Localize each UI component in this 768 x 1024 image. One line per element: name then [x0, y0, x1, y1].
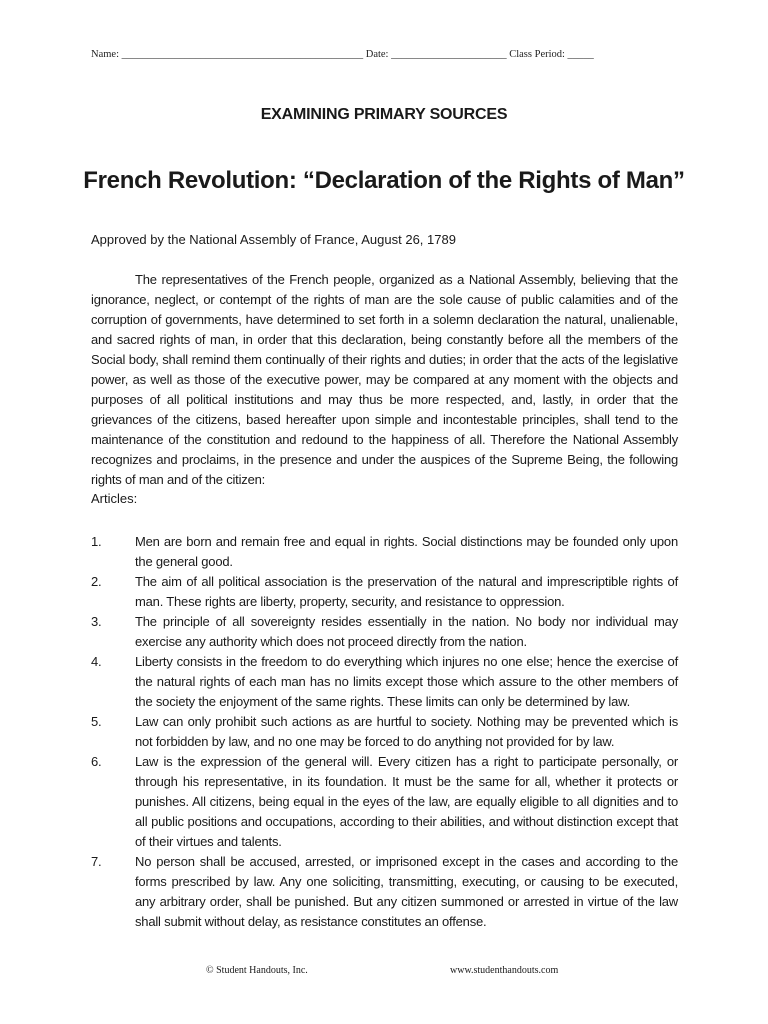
student-info-header: Name: ______________________________________________ Date: ______________________ Class Period: _____ [91, 49, 594, 60]
article-number: 2. [91, 574, 102, 589]
article-text: Men are born and remain free and equal in rights. Social distinctions may be founded only upon the general good. [135, 534, 678, 569]
articles-heading: Articles: [91, 491, 138, 506]
article-number: 6. [91, 754, 102, 769]
approval-subtitle: Approved by the National Assembly of France, August 26, 1789 [91, 232, 456, 247]
article-text: No person shall be accused, arrested, or imprisoned except in the cases and according to the forms prescribed by law. Any one soliciting, transmitting, executing, or causing to be executed, any arbitrary order, shall be punished. But any citizen summoned or arrested in virtue of the law shall submit without delay, as resistance constitutes an offense. [135, 854, 678, 929]
article-item [91, 712, 678, 752]
article-item [91, 752, 678, 852]
articles-list [91, 532, 678, 932]
article-text: Liberty consists in the freedom to do everything which injures no one else; hence the exercise of the natural rights of each man has no limits except those which assure to the other members of the society the enjoyment of the same rights. These limits can only be determined by law. [135, 654, 678, 709]
article-number: 1. [91, 534, 102, 549]
article-item [91, 612, 678, 652]
article-text: The aim of all political association is the preservation of the natural and imprescriptible rights of man. These rights are liberty, property, security, and resistance to oppression. [135, 574, 678, 609]
footer-website-link[interactable]: www.studenthandouts.com [450, 965, 559, 976]
article-item [91, 852, 678, 932]
article-text: The principle of all sovereignty resides essentially in the nation. No body nor individual may exercise any authority which does not proceed directly from the nation. [135, 614, 678, 649]
article-item [91, 652, 678, 712]
footer-copyright: © Student Handouts, Inc. [206, 965, 308, 976]
article-number: 3. [91, 614, 102, 629]
article-text: Law can only prohibit such actions as are hurtful to society. Nothing may be prevented which is not forbidden by law, and no one may be forced to do anything not provided for by law. [135, 714, 678, 749]
article-item [91, 572, 678, 612]
article-text: Law is the expression of the general will. Every citizen has a right to participate personally, or through his representative, in its foundation. It must be the same for all, whether it protects or punishes. All citizens, being equal in the eyes of the law, are equally eligible to all dignities and to all public positions and occupations, according to their abilities, and without distinction except that of their virtues and talents. [135, 754, 678, 849]
article-number: 4. [91, 654, 102, 669]
article-number: 5. [91, 714, 102, 729]
section-label: EXAMINING PRIMARY SOURCES [260, 106, 508, 123]
document-title: French Revolution: “Declaration of the Rights of Man” [83, 167, 685, 194]
preamble-paragraph: The representatives of the French people, organized as a National Assembly, believing that the ignorance, neglect, or contempt of the rights of man are the sole cause of public calamities and of the corruption of governments, have determined to set forth in a solemn declaration the natural, unalienable, and sacred rights of man, in order that this declaration, being constantly before all the members of the Social body, shall remind them continually of their rights and duties; in order that the acts of the legislative power, as well as those of the executive power, may be compared at any moment with the objects and purposes of all political institutions and may thus be more respected, and, lastly, in order that the grievances of the citizens, based hereafter upon simple and incontestable principles, shall tend to the maintenance of the constitution and redound to the happiness of all. Therefore the National Assembly recognizes and proclaims, in the presence and under the auspices of the Supreme Being, the following rights of man and of the citizen: [91, 272, 678, 487]
article-number: 7. [91, 854, 102, 869]
article-item [91, 532, 678, 572]
